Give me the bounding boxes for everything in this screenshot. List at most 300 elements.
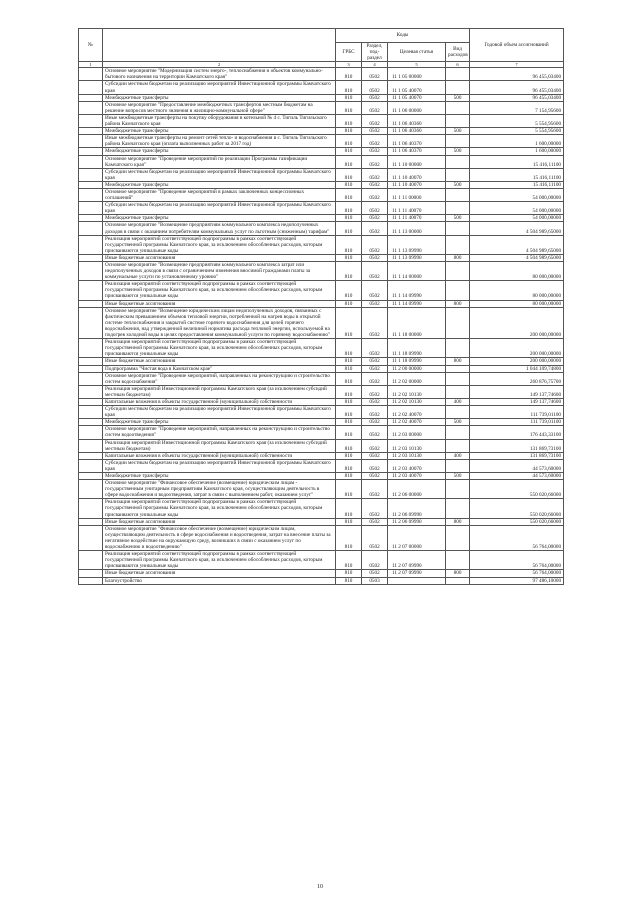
row-grbs: 810 bbox=[336, 358, 362, 365]
table-row bbox=[79, 473, 564, 480]
row-expense-type: 500 bbox=[446, 181, 470, 188]
row-name: Основное мероприятие "Проведение мероприятий, направленных на реконструкцию и строительство систем водоснабжения" bbox=[103, 372, 336, 385]
row-target-article: 11 2 07 00000 bbox=[388, 525, 446, 550]
header-index: 2 bbox=[103, 62, 336, 68]
row-grbs: 810 bbox=[336, 68, 362, 81]
row-section: 0502 bbox=[362, 168, 388, 181]
row-section: 0502 bbox=[362, 419, 388, 426]
row-amount: 4 504 989,65000 bbox=[470, 254, 564, 261]
row-grbs: 810 bbox=[336, 114, 362, 127]
row-name: Основное мероприятие "Возмещение предприятиям коммунального комплекса недополученных доходов в связи с оказанием потребителям коммунальных услуг по льготным (сниженным) тарифам" bbox=[103, 222, 336, 235]
row-number bbox=[79, 480, 103, 499]
row-amount: 7 154,95600 bbox=[470, 101, 564, 114]
row-expense-type: 500 bbox=[446, 215, 470, 222]
row-name: Межбюджетные трансферты bbox=[103, 181, 336, 188]
row-number bbox=[79, 235, 103, 254]
table-row bbox=[79, 215, 564, 222]
header-index: 3 bbox=[336, 62, 362, 68]
row-section: 0502 bbox=[362, 262, 388, 281]
row-expense-type bbox=[446, 188, 470, 201]
row-target-article: 11 1 06 40360 bbox=[388, 128, 446, 135]
row-name: Основное мероприятие "Проведение мероприятий, направленных на реконструкцию и строительство систем водоотведения" bbox=[103, 426, 336, 439]
row-grbs: 810 bbox=[336, 155, 362, 168]
row-number bbox=[79, 525, 103, 550]
row-expense-type bbox=[446, 281, 470, 300]
row-number bbox=[79, 339, 103, 358]
row-amount: 44 573,60000 bbox=[470, 459, 564, 472]
table-row bbox=[79, 68, 564, 81]
row-section: 0502 bbox=[362, 398, 388, 405]
row-expense-type bbox=[446, 525, 470, 550]
row-grbs: 810 bbox=[336, 254, 362, 261]
row-section: 0502 bbox=[362, 406, 388, 419]
row-expense-type bbox=[446, 480, 470, 499]
row-amount: 176 443,33100 bbox=[470, 426, 564, 439]
row-section: 0502 bbox=[362, 188, 388, 201]
row-target-article: 11 2 06 00000 bbox=[388, 480, 446, 499]
row-number bbox=[79, 570, 103, 577]
row-target-article: 11 1 14 09990 bbox=[388, 281, 446, 300]
row-grbs: 810 bbox=[336, 473, 362, 480]
row-number bbox=[79, 551, 103, 570]
row-grbs: 810 bbox=[336, 518, 362, 525]
row-amount: 15 416,11100 bbox=[470, 181, 564, 188]
row-amount: 111 739,01100 bbox=[470, 419, 564, 426]
table-row bbox=[79, 101, 564, 114]
row-section: 0503 bbox=[362, 577, 388, 584]
row-amount: 149 137,74600 bbox=[470, 398, 564, 405]
row-grbs: 810 bbox=[336, 168, 362, 181]
table-row bbox=[79, 202, 564, 215]
row-grbs: 810 bbox=[336, 215, 362, 222]
row-number bbox=[79, 215, 103, 222]
table-row bbox=[79, 459, 564, 472]
row-expense-type bbox=[446, 307, 470, 338]
row-grbs: 810 bbox=[336, 499, 362, 518]
row-grbs: 810 bbox=[336, 101, 362, 114]
row-target-article: 11 2 00 00000 bbox=[388, 365, 446, 372]
row-expense-type bbox=[446, 262, 470, 281]
row-amount: 200 000,00000 bbox=[470, 339, 564, 358]
row-target-article: 11 2 02 40070 bbox=[388, 406, 446, 419]
row-amount: 44 573,60000 bbox=[470, 473, 564, 480]
row-grbs: 810 bbox=[336, 135, 362, 148]
table-row bbox=[79, 406, 564, 419]
row-expense-type: 500 bbox=[446, 419, 470, 426]
row-amount: 15 416,11100 bbox=[470, 155, 564, 168]
row-target-article: 11 1 05 00000 bbox=[388, 68, 446, 81]
row-section: 0502 bbox=[362, 148, 388, 155]
row-name: Межбюджетные трансферты bbox=[103, 148, 336, 155]
row-expense-type: 800 bbox=[446, 518, 470, 525]
row-expense-type bbox=[446, 235, 470, 254]
table-row bbox=[79, 188, 564, 201]
row-amount: 5 554,95600 bbox=[470, 128, 564, 135]
row-target-article: 11 1 05 40070 bbox=[388, 81, 446, 94]
row-grbs: 810 bbox=[336, 339, 362, 358]
row-amount: 4 504 989,65000 bbox=[470, 235, 564, 254]
row-section: 0502 bbox=[362, 452, 388, 459]
row-grbs: 810 bbox=[336, 406, 362, 419]
row-number bbox=[79, 101, 103, 114]
row-amount: 96 455,03400 bbox=[470, 94, 564, 101]
row-number bbox=[79, 473, 103, 480]
row-expense-type bbox=[446, 339, 470, 358]
row-number bbox=[79, 577, 103, 584]
row-target-article: 11 2 02 00000 bbox=[388, 372, 446, 385]
row-name: Иные межбюджетные трансферты на ремонт сетей тепло- и водоснабжения в с. Тигиль Тигильского района Камчатского края (оплата выполненных работ за 2017 год) bbox=[103, 135, 336, 148]
row-section: 0502 bbox=[362, 215, 388, 222]
row-target-article: 11 1 14 09990 bbox=[388, 300, 446, 307]
row-name: Основное мероприятие "Проведение мероприятий по реализации Программы газификации Камчатского края" bbox=[103, 155, 336, 168]
header-codes: Коды bbox=[336, 29, 470, 43]
table-row bbox=[79, 262, 564, 281]
row-expense-type bbox=[446, 114, 470, 127]
table-row bbox=[79, 339, 564, 358]
row-target-article: 11 1 06 00000 bbox=[388, 101, 446, 114]
row-section: 0502 bbox=[362, 339, 388, 358]
row-amount: 550 020,66000 bbox=[470, 499, 564, 518]
header-vr: Вид расходов bbox=[446, 43, 470, 62]
row-target-article: 11 1 06 40360 bbox=[388, 114, 446, 127]
row-number bbox=[79, 254, 103, 261]
row-number bbox=[79, 426, 103, 439]
table-row bbox=[79, 480, 564, 499]
table-row bbox=[79, 155, 564, 168]
row-amount: 260 876,75700 bbox=[470, 372, 564, 385]
row-grbs: 810 bbox=[336, 439, 362, 452]
row-section: 0502 bbox=[362, 525, 388, 550]
table-row bbox=[79, 365, 564, 372]
row-target-article: 11 2 07 09990 bbox=[388, 551, 446, 570]
row-number bbox=[79, 459, 103, 472]
row-name: Иные бюджетные ассигнования bbox=[103, 254, 336, 261]
row-grbs: 810 bbox=[336, 570, 362, 577]
header-index: 6 bbox=[446, 62, 470, 68]
header-name bbox=[103, 29, 336, 62]
row-expense-type bbox=[446, 168, 470, 181]
row-grbs: 810 bbox=[336, 419, 362, 426]
table-body bbox=[79, 68, 564, 584]
row-expense-type: 500 bbox=[446, 148, 470, 155]
row-amount: 1 600,00000 bbox=[470, 135, 564, 148]
row-target-article: 11 1 05 40070 bbox=[388, 94, 446, 101]
row-grbs: 810 bbox=[336, 300, 362, 307]
row-grbs: 810 bbox=[336, 452, 362, 459]
row-target-article: 11 1 13 09990 bbox=[388, 235, 446, 254]
row-target-article bbox=[388, 577, 446, 584]
row-name: Субсидии местным бюджетам на реализацию мероприятий Инвестиционной программы Камчатского края bbox=[103, 459, 336, 472]
row-target-article: 11 1 10 40070 bbox=[388, 168, 446, 181]
row-expense-type bbox=[446, 499, 470, 518]
table-row bbox=[79, 570, 564, 577]
row-grbs: 810 bbox=[336, 181, 362, 188]
row-grbs: 810 bbox=[336, 459, 362, 472]
row-grbs: 810 bbox=[336, 81, 362, 94]
row-grbs: 810 bbox=[336, 202, 362, 215]
row-expense-type bbox=[446, 155, 470, 168]
row-section: 0502 bbox=[362, 101, 388, 114]
row-number bbox=[79, 168, 103, 181]
row-number bbox=[79, 372, 103, 385]
row-number bbox=[79, 148, 103, 155]
row-amount: 54 000,00000 bbox=[470, 215, 564, 222]
row-section: 0502 bbox=[362, 235, 388, 254]
row-target-article: 11 1 14 00000 bbox=[388, 262, 446, 281]
row-name: Основное мероприятие "Финансовое обеспечение (возмещение) юридическим лицам - государственным унитарным предприятиям Камчатского края, осуществляющим деятельность в сфере водоснабжения и водоотведения, затрат в связи с выполнением работ, оказанием услуг" bbox=[103, 480, 336, 499]
row-target-article: 11 2 06 09990 bbox=[388, 499, 446, 518]
row-expense-type bbox=[446, 202, 470, 215]
row-number bbox=[79, 202, 103, 215]
row-section: 0502 bbox=[362, 459, 388, 472]
row-section: 0502 bbox=[362, 570, 388, 577]
row-expense-type bbox=[446, 406, 470, 419]
row-number bbox=[79, 499, 103, 518]
row-amount: 200 000,00000 bbox=[470, 358, 564, 365]
row-amount: 1 600,00000 bbox=[470, 148, 564, 155]
row-amount: 56 764,00000 bbox=[470, 525, 564, 550]
row-expense-type: 400 bbox=[446, 452, 470, 459]
row-expense-type bbox=[446, 439, 470, 452]
row-section: 0502 bbox=[362, 254, 388, 261]
row-amount: 1 044 109,74800 bbox=[470, 365, 564, 372]
row-section: 0502 bbox=[362, 281, 388, 300]
row-number bbox=[79, 300, 103, 307]
table-row bbox=[79, 168, 564, 181]
table-row bbox=[79, 128, 564, 135]
row-expense-type bbox=[446, 101, 470, 114]
row-name: Реализация мероприятий соответствующей подпрограммы в рамках соответствующей государственной программы Камчатского края, за исключением обособленных расходов, которым присваиваются уникальные коды bbox=[103, 499, 336, 518]
row-grbs: 810 bbox=[336, 426, 362, 439]
row-name: Реализация мероприятий Инвестиционной программы Камчатского края (за исключением субсидий местным бюджетам) bbox=[103, 439, 336, 452]
row-target-article: 11 1 11 40070 bbox=[388, 215, 446, 222]
row-expense-type bbox=[446, 459, 470, 472]
row-section: 0502 bbox=[362, 202, 388, 215]
row-name: Иные бюджетные ассигнования bbox=[103, 358, 336, 365]
row-target-article: 11 1 13 09990 bbox=[388, 254, 446, 261]
row-number bbox=[79, 128, 103, 135]
row-grbs: 810 bbox=[336, 128, 362, 135]
row-amount: 200 000,00000 bbox=[470, 307, 564, 338]
row-number bbox=[79, 81, 103, 94]
table-row bbox=[79, 525, 564, 550]
row-amount: 111 739,01100 bbox=[470, 406, 564, 419]
row-expense-type bbox=[446, 222, 470, 235]
row-target-article: 11 2 02 10130 bbox=[388, 398, 446, 405]
row-target-article: 11 1 06 40370 bbox=[388, 135, 446, 148]
row-expense-type bbox=[446, 68, 470, 81]
row-section: 0502 bbox=[362, 300, 388, 307]
row-name: Субсидии местным бюджетам на реализацию мероприятий Инвестиционной программы Камчатского края bbox=[103, 168, 336, 181]
header-num: № bbox=[79, 29, 103, 62]
row-section: 0502 bbox=[362, 499, 388, 518]
row-expense-type: 400 bbox=[446, 398, 470, 405]
row-number bbox=[79, 222, 103, 235]
header-target: Целевая статья bbox=[388, 43, 446, 62]
row-section: 0502 bbox=[362, 551, 388, 570]
row-expense-type bbox=[446, 577, 470, 584]
row-target-article: 11 2 03 00000 bbox=[388, 426, 446, 439]
row-section: 0502 bbox=[362, 94, 388, 101]
row-section: 0502 bbox=[362, 222, 388, 235]
row-grbs: 810 bbox=[336, 307, 362, 338]
row-section: 0502 bbox=[362, 81, 388, 94]
table-row bbox=[79, 551, 564, 570]
row-section: 0502 bbox=[362, 155, 388, 168]
table-row bbox=[79, 372, 564, 385]
row-target-article: 11 1 18 09990 bbox=[388, 339, 446, 358]
row-name: Реализация мероприятий Инвестиционной программы Камчатского края (за исключением субсидий местным бюджетам) bbox=[103, 385, 336, 398]
row-name: Основное мероприятие "Возмещение юридическим лицам недополученных доходов, связанных с фактическим превышением объемов тепловой энергии, потребленной на нагрев воды в открытой системе теплоснабжения и закрытой системе горячего водоснабжения для целей горячего водоснабжения, над утвержденной величиной норматива расхода тепловой энергии, используемой на подогрев холодной воды в целях предоставления коммунальной услуги по горячему водоснабжению" bbox=[103, 307, 336, 338]
row-name: Иные бюджетные ассигнования bbox=[103, 518, 336, 525]
row-target-article: 11 1 10 00000 bbox=[388, 155, 446, 168]
row-number bbox=[79, 281, 103, 300]
header-index: 5 bbox=[388, 62, 446, 68]
row-name: Иные бюджетные ассигнования bbox=[103, 300, 336, 307]
row-name: Реализация мероприятий соответствующей подпрограммы в рамках соответствующей государственной программы Камчатского края, за исключением обособленных расходов, которым присваиваются уникальные коды bbox=[103, 551, 336, 570]
row-amount: 550 020,66000 bbox=[470, 518, 564, 525]
header-amount: Годовой объем ассигнований bbox=[470, 29, 564, 62]
row-grbs: 810 bbox=[336, 94, 362, 101]
row-grbs: 810 bbox=[336, 480, 362, 499]
row-grbs: 810 bbox=[336, 577, 362, 584]
table-row bbox=[79, 148, 564, 155]
row-number bbox=[79, 262, 103, 281]
page-number: 10 bbox=[317, 884, 323, 890]
table-row bbox=[79, 452, 564, 459]
table-row bbox=[79, 307, 564, 338]
row-section: 0502 bbox=[362, 426, 388, 439]
row-number bbox=[79, 419, 103, 426]
row-amount: 54 000,00000 bbox=[470, 188, 564, 201]
row-name: Субсидии местным бюджетам на реализацию мероприятий Инвестиционной программы Камчатского края bbox=[103, 406, 336, 419]
table-row bbox=[79, 222, 564, 235]
row-name: Иные межбюджетные трансферты на покупку оборудования в котельной № 4 с. Тигиль Тигильского района Камчатского края bbox=[103, 114, 336, 127]
row-target-article: 11 2 03 40070 bbox=[388, 459, 446, 472]
row-name: Межбюджетные трансферты bbox=[103, 419, 336, 426]
row-section: 0502 bbox=[362, 68, 388, 81]
row-grbs: 810 bbox=[336, 188, 362, 201]
row-grbs: 810 bbox=[336, 372, 362, 385]
row-name: Иные бюджетные ассигнования bbox=[103, 570, 336, 577]
row-name: Межбюджетные трансферты bbox=[103, 473, 336, 480]
row-amount: 56 764,00000 bbox=[470, 551, 564, 570]
row-name: Основное мероприятие "Предоставление межбюджетных трансфертов местным бюджетам на решение вопросов местного значения в жилищно-коммунальной сфере" bbox=[103, 101, 336, 114]
table-row bbox=[79, 235, 564, 254]
row-target-article: 11 2 03 40070 bbox=[388, 473, 446, 480]
row-target-article: 11 2 02 40070 bbox=[388, 419, 446, 426]
table-row bbox=[79, 254, 564, 261]
row-name: Реализация мероприятий соответствующей подпрограммы в рамках соответствующей государственной программы Камчатского края, за исключением обособленных расходов, которым присваиваются уникальные коды bbox=[103, 339, 336, 358]
row-expense-type bbox=[446, 81, 470, 94]
row-amount: 5 554,95600 bbox=[470, 114, 564, 127]
row-grbs: 810 bbox=[336, 281, 362, 300]
row-target-article: 11 2 07 09990 bbox=[388, 570, 446, 577]
row-number bbox=[79, 358, 103, 365]
row-grbs: 810 bbox=[336, 235, 362, 254]
row-target-article: 11 1 11 40070 bbox=[388, 202, 446, 215]
row-amount: 56 764,00000 bbox=[470, 570, 564, 577]
table-row bbox=[79, 135, 564, 148]
row-section: 0502 bbox=[362, 358, 388, 365]
header-section: Раздел, под-раздел bbox=[362, 43, 388, 62]
row-expense-type: 800 bbox=[446, 570, 470, 577]
row-number bbox=[79, 114, 103, 127]
row-expense-type: 500 bbox=[446, 473, 470, 480]
table-row bbox=[79, 426, 564, 439]
row-amount: 80 000,00000 bbox=[470, 281, 564, 300]
row-amount: 550 020,66000 bbox=[470, 480, 564, 499]
table-row bbox=[79, 114, 564, 127]
row-number bbox=[79, 518, 103, 525]
row-number bbox=[79, 385, 103, 398]
row-section: 0502 bbox=[362, 181, 388, 188]
row-grbs: 810 bbox=[336, 398, 362, 405]
row-expense-type bbox=[446, 426, 470, 439]
row-amount: 131 869,73100 bbox=[470, 439, 564, 452]
row-name: Межбюджетные трансферты bbox=[103, 94, 336, 101]
row-name: Межбюджетные трансферты bbox=[103, 215, 336, 222]
row-amount: 96 455,03400 bbox=[470, 81, 564, 94]
row-section: 0502 bbox=[362, 480, 388, 499]
row-name: Реализация мероприятий соответствующей подпрограммы в рамках соответствующей государственной программы Камчатского края, за исключением обособленных расходов, которым присваиваются уникальные коды bbox=[103, 235, 336, 254]
row-name: Основное мероприятие "Модернизация систем энерго-, теплоснабжения и объектов коммунально-бытового назначения на территории Камчатского края" bbox=[103, 68, 336, 81]
row-target-article: 11 1 18 09990 bbox=[388, 358, 446, 365]
row-target-article: 11 1 13 00000 bbox=[388, 222, 446, 235]
table-row bbox=[79, 94, 564, 101]
row-number bbox=[79, 439, 103, 452]
row-grbs: 810 bbox=[336, 385, 362, 398]
row-section: 0502 bbox=[362, 365, 388, 372]
row-name: Капитальные вложения в объекты государственной (муниципальной) собственности bbox=[103, 452, 336, 459]
row-amount: 80 000,00000 bbox=[470, 300, 564, 307]
row-section: 0502 bbox=[362, 518, 388, 525]
row-expense-type: 500 bbox=[446, 128, 470, 135]
row-name: Капитальные вложения в объекты государственной (муниципальной) собственности bbox=[103, 398, 336, 405]
row-grbs: 810 bbox=[336, 262, 362, 281]
row-grbs: 810 bbox=[336, 222, 362, 235]
row-section: 0502 bbox=[362, 473, 388, 480]
row-expense-type bbox=[446, 365, 470, 372]
row-expense-type: 800 bbox=[446, 300, 470, 307]
row-number bbox=[79, 188, 103, 201]
row-amount: 15 416,11100 bbox=[470, 168, 564, 181]
table-row bbox=[79, 385, 564, 398]
row-name: Основное мероприятие "Финансовое обеспечение (возмещение) юридическим лицам, осуществляющим деятельность в сфере водоснабжения и водоотведения, затрат на внесение платы за негативное воздействие на окружающую среду, возникших в связи с оказанием услуг по водоснабжению и водоотведению" bbox=[103, 525, 336, 550]
row-name: Межбюджетные трансферты bbox=[103, 128, 336, 135]
row-section: 0502 bbox=[362, 385, 388, 398]
row-expense-type bbox=[446, 372, 470, 385]
table-row bbox=[79, 300, 564, 307]
row-target-article: 11 1 11 00000 bbox=[388, 188, 446, 201]
row-name: Основное мероприятие "Проведение мероприятий в рамках заключенных концессионных соглашений" bbox=[103, 188, 336, 201]
table-row bbox=[79, 419, 564, 426]
row-number bbox=[79, 68, 103, 81]
row-amount: 131 869,73100 bbox=[470, 452, 564, 459]
table-row bbox=[79, 518, 564, 525]
row-number bbox=[79, 307, 103, 338]
row-target-article: 11 2 06 09990 bbox=[388, 518, 446, 525]
row-section: 0502 bbox=[362, 135, 388, 148]
row-expense-type bbox=[446, 385, 470, 398]
row-grbs: 810 bbox=[336, 148, 362, 155]
row-section: 0502 bbox=[362, 307, 388, 338]
row-section: 0502 bbox=[362, 128, 388, 135]
row-name: Благоустройство bbox=[103, 577, 336, 584]
row-number bbox=[79, 135, 103, 148]
row-name: Реализация мероприятий соответствующей подпрограммы в рамках соответствующей государственной программы Камчатского края, за исключением обособленных расходов, которым присваиваются уникальные коды bbox=[103, 281, 336, 300]
row-number bbox=[79, 365, 103, 372]
